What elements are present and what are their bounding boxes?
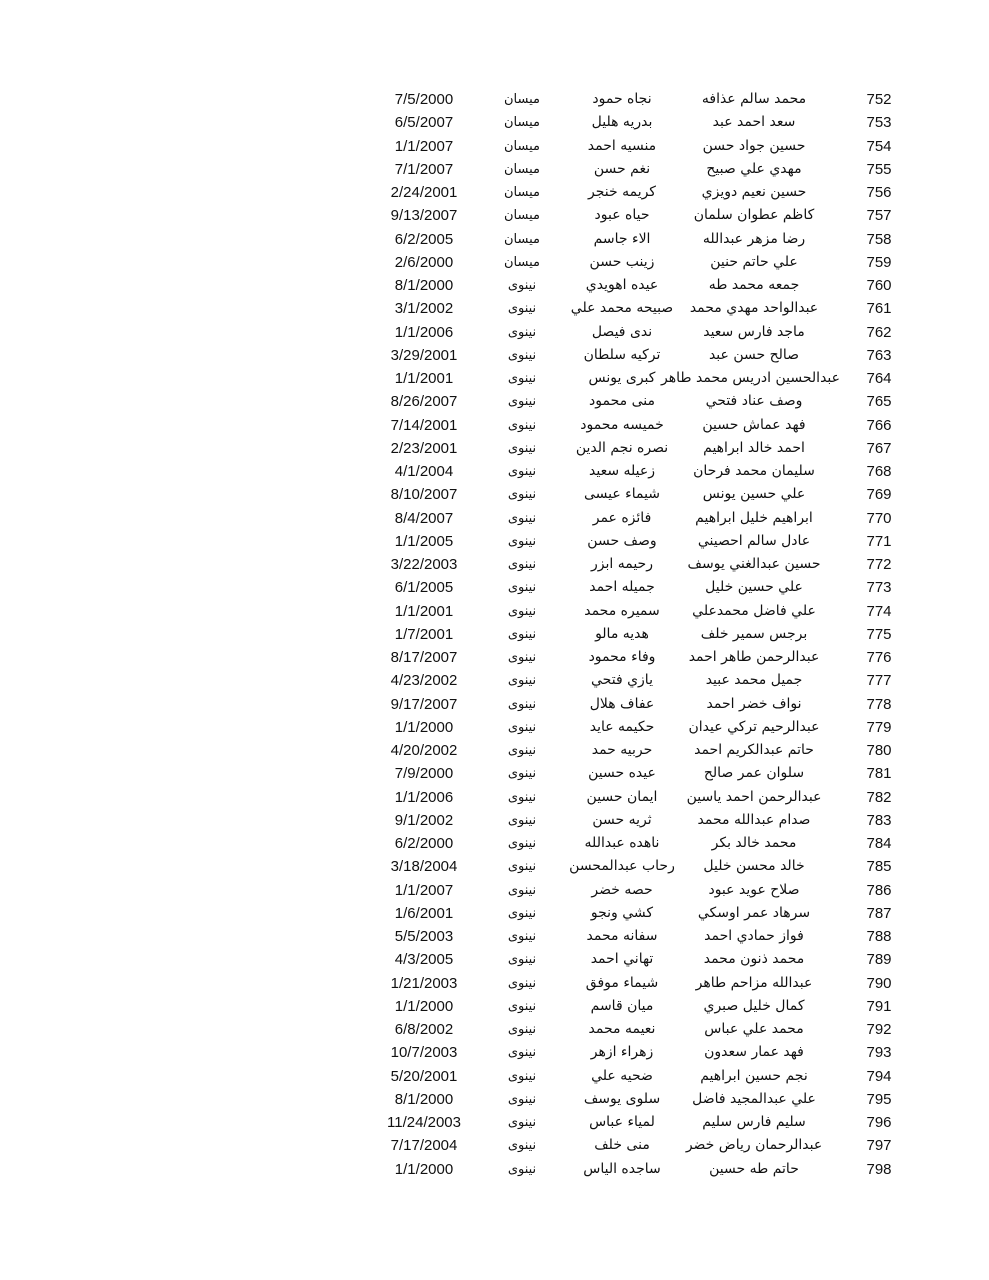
mother-name-cell: بدريه هليل [591,114,653,131]
governorate-cell: نينوى [507,836,537,851]
table-row [0,88,989,111]
table-row [0,1041,989,1064]
full-name-cell: جميل محمد عبيد [705,672,803,689]
full-name-cell: مهدي علي صبيح [706,160,802,177]
mother-name-cell: شيماء موفق [585,974,659,991]
record-number-cell: 782 [866,788,892,806]
date-cell: 7/14/2001 [390,416,458,434]
date-cell: 5/20/2001 [390,1067,458,1085]
record-number-cell: 759 [866,253,892,271]
table-row [0,623,989,646]
full-name-cell: حسين نعيم دويزي [701,184,807,200]
date-cell: 7/17/2004 [390,1137,458,1155]
record-number-cell: 773 [866,579,892,597]
table-row [0,693,989,716]
date-cell: 1/1/2000 [394,997,454,1015]
mother-name-cell: سميره محمد [584,602,660,619]
table-row [0,1158,989,1181]
table-row [0,367,989,390]
table-row [0,646,989,669]
governorate-cell: نينوى [507,301,537,317]
mother-name-cell: عفاف هلال [589,695,655,712]
governorate-cell: نينوى [507,673,537,689]
governorate-cell: ميسان [504,138,540,154]
date-cell: 1/1/2001 [394,602,454,620]
record-number-cell: 784 [866,835,892,852]
mother-name-cell: ميان قاسم [590,997,654,1014]
date-cell: 6/5/2007 [394,114,454,132]
governorate-cell: نينوى [507,905,537,921]
full-name-cell: كاظم عطوان سلمان [693,207,815,224]
date-cell: 2/6/2000 [394,253,454,271]
record-number-cell: 767 [866,439,892,457]
governorate-cell: نينوى [507,394,537,410]
mother-name-cell: تركيه سلطان [583,346,661,363]
date-cell: 1/1/2001 [394,370,454,387]
table-row [0,786,989,809]
record-number-cell: 766 [866,416,892,434]
record-number-cell: 797 [866,1137,892,1155]
governorate-cell: نينوى [507,952,537,968]
governorate-cell: نينوى [507,1161,537,1177]
full-name-cell: سليم فارس سليم [702,1114,806,1130]
full-name-cell: عبدالواحد مهدي محمد [689,300,819,317]
date-cell: 8/1/2000 [394,1090,454,1108]
table-row [0,948,989,971]
table-row [0,972,989,995]
date-cell: 1/1/2005 [394,532,454,550]
mother-name-cell: ندى فيصل [591,323,653,340]
table-row [0,437,989,460]
table-row [0,1088,989,1111]
mother-name-cell: خميسه محمود [580,416,664,433]
date-cell: 1/6/2001 [394,904,454,922]
full-name-cell: رضا مزهر عبدالله [702,230,806,247]
full-name-cell: عبدالرحمن احمد ياسين [686,788,822,805]
full-name-cell: ماجد فارس سعيد [703,323,805,340]
table-row [0,297,989,320]
governorate-cell: نينوى [507,440,537,456]
mother-name-cell: سفانه محمد [586,928,658,944]
full-name-cell: سليمان محمد فرحان [693,463,815,479]
date-cell: 4/20/2002 [390,742,458,759]
mother-name-cell: نصره نجم الدين [575,439,669,456]
date-cell: 6/1/2005 [394,579,454,597]
mother-name-cell: وفاء محمود [588,649,656,665]
table-row [0,321,989,344]
governorate-cell: نينوى [507,789,537,805]
governorate-cell: نينوى [507,417,537,433]
record-number-cell: 768 [866,463,892,480]
governorate-cell: نينوى [507,1068,537,1084]
full-name-cell: علي فاضل محمدعلي [692,602,816,619]
record-number-cell: 779 [866,718,892,736]
governorate-cell: نينوى [507,557,537,572]
table-row [0,483,989,506]
table-row [0,855,989,878]
record-number-cell: 769 [866,486,892,504]
date-cell: 6/2/2005 [394,230,454,248]
table-row [0,739,989,762]
full-name-cell: حاتم عبدالكريم احمد [694,742,814,758]
full-name-cell: احمد خالد ابراهيم [703,439,805,456]
governorate-cell: نينوى [507,324,537,340]
table-row [0,925,989,948]
table-row [0,158,989,181]
table-row [0,181,989,204]
date-cell: 3/29/2001 [390,346,458,364]
date-cell: 9/1/2002 [394,811,454,829]
mother-name-cell: تهاني احمد [590,951,654,968]
table-row [0,995,989,1018]
date-cell: 1/1/2007 [394,137,454,155]
record-number-cell: 786 [866,881,892,899]
mother-name-cell: زهراء ازهر [590,1044,654,1061]
record-number-cell: 777 [866,672,892,690]
date-cell: 8/1/2000 [394,277,454,294]
record-number-cell: 771 [866,532,892,550]
table-row [0,460,989,483]
record-number-cell: 787 [866,904,892,922]
record-number-cell: 778 [866,695,892,713]
governorate-cell: نينوى [507,464,537,479]
record-number-cell: 783 [866,811,892,829]
date-cell: 1/1/2000 [394,718,454,736]
date-cell: 8/17/2007 [390,649,458,666]
governorate-cell: ميسان [504,115,540,131]
record-number-cell: 756 [866,184,892,201]
full-name-cell: نجم حسين ابراهيم [700,1067,808,1084]
record-number-cell: 774 [866,602,892,620]
record-number-cell: 780 [866,742,892,759]
table-row [0,530,989,553]
table-row [0,507,989,530]
full-name-cell: علي حاتم حنين [710,253,798,270]
mother-name-cell: حياه عبود [594,207,650,224]
date-cell: 9/17/2007 [390,695,458,713]
governorate-cell: نينوى [507,347,537,363]
date-cell: 7/5/2000 [394,91,454,108]
date-cell: 6/8/2002 [394,1021,454,1038]
governorate-cell: نينوى [507,1022,537,1037]
governorate-cell: نينوى [507,1045,537,1061]
mother-name-cell: الاء جاسم [593,230,651,247]
mother-name-cell: حكيمه عايد [589,718,655,735]
mother-name-cell: حصه خضر [591,881,653,898]
date-cell: 5/5/2003 [394,928,454,945]
mother-name-cell: نعيمه محمد [588,1021,656,1037]
governorate-cell: نينوى [507,278,537,293]
table-row [0,1018,989,1041]
full-name-cell: علي حسين يونس [702,486,806,503]
date-cell: 8/10/2007 [390,486,458,504]
governorate-cell: نينوى [507,929,537,944]
governorate-cell: نينوى [507,882,537,898]
date-cell: 3/1/2002 [394,300,454,318]
date-cell: 1/7/2001 [394,625,454,643]
record-number-cell: 764 [866,370,892,387]
mother-name-cell: جميله احمد [589,579,655,596]
mother-name-cell: وصف حسن [587,532,657,549]
governorate-cell: نينوى [507,743,537,758]
table-row [0,344,989,367]
record-number-cell: 753 [866,114,892,132]
record-number-cell: 794 [866,1067,892,1085]
table-row [0,390,989,413]
record-number-cell: 755 [866,160,892,178]
record-number-cell: 785 [866,858,892,876]
full-name-cell: حسين عبدالغني يوسف [687,556,821,572]
date-cell: 1/1/2007 [394,881,454,899]
full-name-cell: خالد محسن خليل [703,858,805,875]
table-row [0,1065,989,1088]
governorate-cell: نينوى [507,766,537,782]
governorate-cell: نينوى [507,859,537,875]
mother-name-cell: كبرى يونس [588,370,656,386]
full-name-cell: نواف خضر احمد [706,695,802,712]
date-cell: 1/21/2003 [390,974,458,992]
table-row [0,111,989,134]
governorate-cell: نينوى [507,1115,537,1130]
table-row [0,1134,989,1157]
full-name-cell: محمد خالد بكر [711,835,797,851]
record-number-cell: 772 [866,556,892,573]
mother-name-cell: صبيحه محمد علي [570,300,674,317]
date-cell: 3/18/2004 [390,858,458,876]
full-name-cell: صدام عبدالله محمد [697,811,811,828]
full-name-cell: سلوان عمر صالح [703,765,805,782]
governorate-cell: ميسان [504,254,540,270]
record-number-cell: 796 [866,1114,892,1131]
date-cell: 4/1/2004 [394,463,454,480]
full-name-cell: سعد احمد عبد [712,114,796,131]
mother-name-cell: فائزه عمر [592,509,652,526]
date-cell: 10/7/2003 [390,1044,458,1062]
table-row [0,228,989,251]
record-number-cell: 754 [866,137,892,155]
record-number-cell: 793 [866,1044,892,1062]
full-name-cell: علي حسين خليل [705,579,803,596]
full-name-cell: صلاح عويد عبود [708,881,800,898]
date-cell: 8/4/2007 [394,509,454,527]
table-row [0,832,989,855]
governorate-cell: نينوى [507,533,537,549]
full-name-cell: عادل سالم احصيني [697,532,811,549]
full-name-cell: كمال خليل صبري [703,997,805,1014]
governorate-cell: نينوى [507,650,537,665]
governorate-cell: ميسان [504,161,540,177]
date-cell: 2/24/2001 [390,184,458,201]
full-name-cell: فواز حمادي احمد [704,928,804,944]
mother-name-cell: هديه مالو [595,625,649,642]
mother-name-cell: كشي ونجو [590,904,654,921]
record-number-cell: 761 [866,300,892,318]
full-name-cell: صالح حسن عبد [708,346,800,363]
table-row [0,576,989,599]
record-number-cell: 795 [866,1090,892,1108]
mother-name-cell: منى محمود [589,393,655,410]
record-number-cell: 781 [866,765,892,783]
governorate-cell: ميسان [504,231,540,247]
mother-name-cell: سلوى يوسف [583,1090,661,1107]
date-cell: 2/23/2001 [390,439,458,457]
full-name-cell: محمد ذنون محمد [703,951,805,968]
mother-name-cell: زعيله سعيد [589,463,655,479]
full-name-cell: علي عبدالمجيد فاضل [692,1090,816,1107]
table-row [0,600,989,623]
governorate-cell: نينوى [507,626,537,642]
table-row [0,553,989,576]
governorate-cell: نينوى [507,487,537,503]
record-number-cell: 775 [866,625,892,643]
full-name-cell: فهد عمار سعدون [704,1044,804,1061]
table-row [0,809,989,832]
governorate-cell: نينوى [507,1138,537,1154]
record-number-cell: 788 [866,928,892,945]
mother-name-cell: ثريه حسن [592,811,652,828]
mother-name-cell: حربيه حمد [591,742,653,758]
date-cell: 1/1/2006 [394,788,454,806]
governorate-cell: نينوى [507,1091,537,1107]
record-number-cell: 758 [866,230,892,248]
governorate-cell: نينوى [507,603,537,619]
table-row [0,762,989,785]
record-number-cell: 752 [866,91,892,108]
date-cell: 4/23/2002 [390,672,458,690]
table-row [0,716,989,739]
mother-name-cell: لمياء عباس [589,1114,655,1130]
mother-name-cell: ناهده عبدالله [584,835,660,851]
record-number-cell: 762 [866,323,892,341]
record-number-cell: 798 [866,1160,892,1178]
mother-name-cell: نجاه حمود [592,91,652,107]
full-name-cell: عبدالرحمان رياض خضر [685,1137,823,1154]
mother-name-cell: شيماء عيسى [583,486,661,503]
governorate-cell: نينوى [507,371,537,386]
mother-name-cell: نغم حسن [593,160,651,177]
governorate-cell: نينوى [507,998,537,1014]
date-cell: 7/9/2000 [394,765,454,783]
date-cell: 8/26/2007 [390,393,458,411]
full-name-cell: محمد علي عباس [704,1021,804,1037]
table-row [0,414,989,437]
date-cell: 11/24/2003 [387,1114,461,1131]
table-row [0,669,989,692]
record-number-cell: 790 [866,974,892,992]
mother-name-cell: ضحيه علي [591,1067,653,1084]
date-cell: 1/1/2000 [394,1160,454,1178]
governorate-cell: نينوى [507,975,537,991]
full-name-cell: سرهاد عمر اوسكي [697,904,811,921]
record-number-cell: 763 [866,346,892,364]
mother-name-cell: يازي فتحي [591,672,653,689]
date-cell: 1/1/2006 [394,323,454,341]
table-row [0,251,989,274]
record-number-cell: 770 [866,509,892,527]
full-name-cell: عبدالرحيم تركي عيدان [688,718,820,735]
full-name-cell: جمعه محمد طه [708,277,800,293]
table-row [0,1111,989,1134]
record-number-cell: 760 [866,277,892,294]
mother-name-cell: عيده حسين [588,765,656,782]
date-cell: 7/1/2007 [394,160,454,178]
governorate-cell: نينوى [507,510,537,526]
full-name-cell: عبدالله مزاحم طاهر [695,974,813,991]
record-number-cell: 789 [866,951,892,969]
table-row [0,879,989,902]
mother-name-cell: ساجده الياس [583,1160,661,1177]
full-name-cell: وصف عناد فتحي [705,393,803,410]
table-row [0,204,989,227]
date-cell: 9/13/2007 [390,207,458,225]
table-row [0,274,989,297]
records-table [0,88,989,1181]
record-number-cell: 765 [866,393,892,411]
record-number-cell: 792 [866,1021,892,1038]
record-number-cell: 791 [866,997,892,1015]
governorate-cell: نينوى [507,719,537,735]
governorate-cell: ميسان [504,185,540,200]
full-name-cell: برجس سمير خلف [700,625,808,642]
governorate-cell: نينوى [507,580,537,596]
governorate-cell: نينوى [507,696,537,712]
date-cell: 6/2/2000 [394,835,454,852]
table-row [0,135,989,158]
governorate-cell: نينوى [507,812,537,828]
date-cell: 3/22/2003 [390,556,458,573]
mother-name-cell: زينب حسن [589,253,655,270]
full-name-cell: حسين جواد حسن [702,137,806,154]
mother-name-cell: رحيمه ابزر [591,556,653,572]
full-name-cell: حاتم طه حسين [709,1160,799,1177]
mother-name-cell: رحاب عبدالمحسن [569,858,675,875]
record-number-cell: 757 [866,207,892,225]
record-number-cell: 776 [866,649,892,666]
full-name-cell: محمد سالم عذافه [701,91,807,107]
full-name-cell: عبدالحسين ادريس محمد طاهر [661,370,840,386]
full-name-cell: عبدالرحمن طاهر احمد [688,649,820,665]
mother-name-cell: عيده اهويدي [585,277,659,293]
full-name-cell: فهد عماش حسين [702,416,806,433]
mother-name-cell: منسيه احمد [587,137,657,154]
date-cell: 4/3/2005 [394,951,454,969]
governorate-cell: ميسان [504,208,540,224]
mother-name-cell: ايمان حسين [586,788,658,805]
mother-name-cell: منى خلف [594,1137,650,1154]
full-name-cell: ابراهيم خليل ابراهيم [695,509,813,526]
mother-name-cell: كريمه خنجر [588,184,656,200]
table-row [0,902,989,925]
governorate-cell: ميسان [504,92,540,107]
